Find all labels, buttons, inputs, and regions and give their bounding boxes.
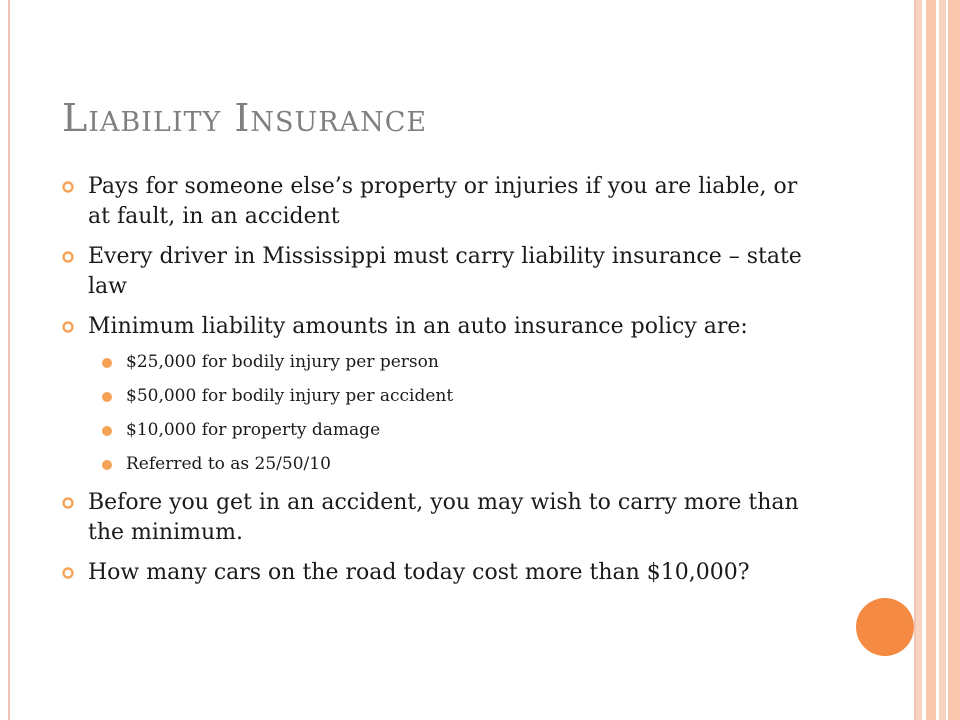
- filled-dot-bullet-icon: [102, 392, 112, 402]
- bullet-text: Minimum liability amounts in an auto insurance policy are:: [88, 314, 748, 339]
- sub-bullet-item: [62, 454, 822, 474]
- sub-bullet-list: [62, 352, 822, 474]
- filled-dot-bullet-icon: [102, 426, 112, 436]
- stripe: [939, 0, 946, 720]
- bullet-item: [62, 172, 822, 232]
- sub-bullet-text: $50,000 for bodily injury per accident: [126, 386, 454, 406]
- filled-dot-bullet-icon: [102, 358, 112, 368]
- accent-circle: [856, 598, 914, 656]
- decorative-stripes: [916, 0, 960, 720]
- sub-bullet-item: [62, 420, 822, 440]
- bullet-text: Every driver in Mississippi must carry liability insurance – state law: [88, 244, 802, 299]
- bullet-item: [62, 242, 822, 302]
- sub-bullet-item: [62, 386, 822, 406]
- bullet-text: Pays for someone else’s property or injuries if you are liable, or at fault, in an accident: [88, 174, 798, 229]
- open-circle-bullet-icon: [62, 321, 74, 333]
- open-circle-bullet-icon: [62, 181, 74, 193]
- sub-bullet-text: $10,000 for property damage: [126, 420, 381, 440]
- sub-bullet-text: Referred to as 25/50/10: [126, 454, 331, 474]
- bullet-item: [62, 558, 822, 588]
- sub-bullet-text: $25,000 for bodily injury per person: [126, 352, 439, 372]
- bullet-item: [62, 488, 822, 548]
- stripe: [948, 0, 960, 720]
- open-circle-bullet-icon: [62, 251, 74, 263]
- filled-dot-bullet-icon: [102, 460, 112, 470]
- open-circle-bullet-icon: [62, 497, 74, 509]
- bullet-item: [62, 312, 822, 342]
- bullet-text: Before you get in an accident, you may wish to carry more than the minimum.: [88, 490, 799, 545]
- stripe: [926, 0, 936, 720]
- slide-title: Liability Insurance: [62, 96, 428, 140]
- bullet-list: [62, 172, 822, 598]
- sub-bullet-item: [62, 352, 822, 372]
- bullet-text: How many cars on the road today cost more than $10,000?: [88, 560, 750, 585]
- open-circle-bullet-icon: [62, 567, 74, 579]
